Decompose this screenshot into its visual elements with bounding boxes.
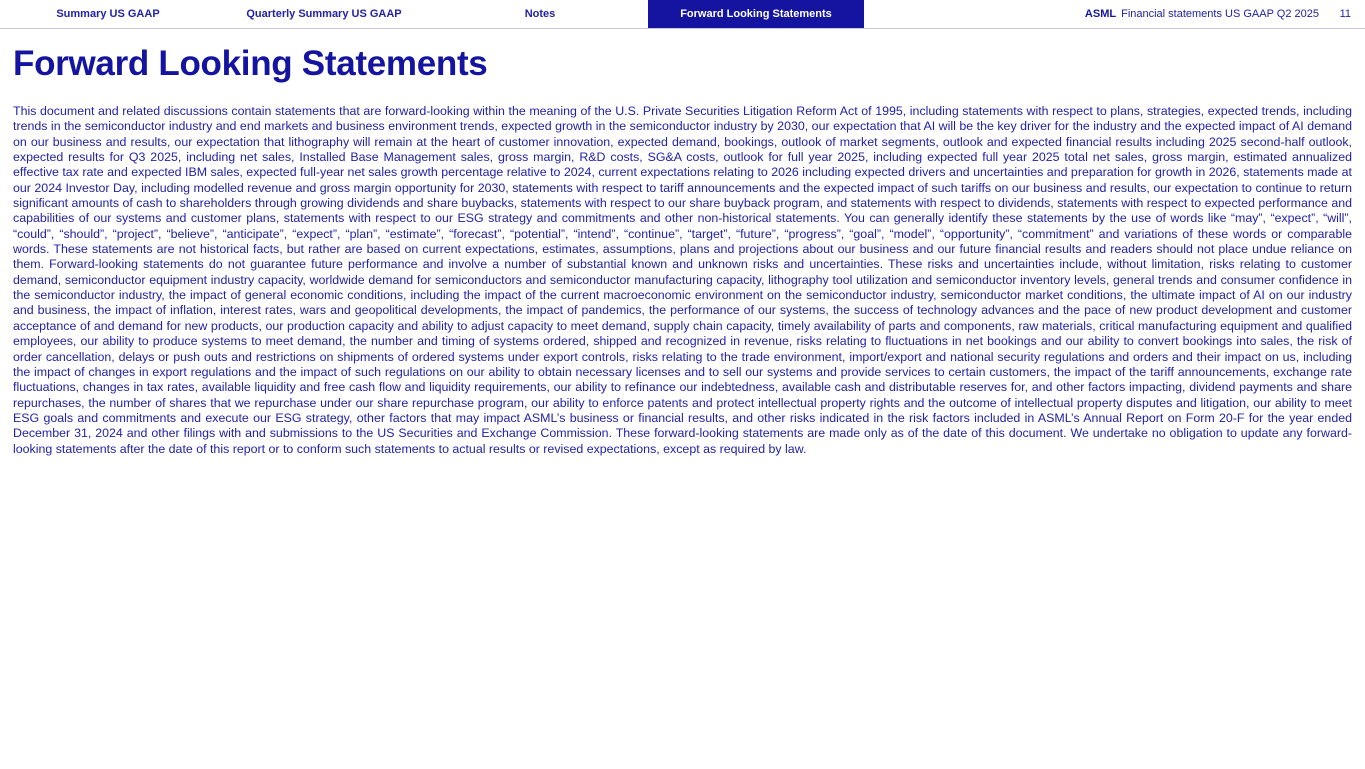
- header-document-info: [1085, 0, 1365, 28]
- tab-label: Forward Looking Statements: [680, 8, 832, 20]
- tab-quarterly-summary-us-gaap[interactable]: [216, 0, 432, 28]
- tab-notes[interactable]: [432, 0, 648, 28]
- page-title: Forward Looking Statements: [13, 44, 488, 83]
- top-navigation-bar: [0, 0, 1365, 29]
- tab-forward-looking-statements[interactable]: [648, 0, 864, 28]
- tab-summary-us-gaap[interactable]: [0, 0, 216, 28]
- page-number: 11: [1339, 8, 1351, 20]
- brand-logo-text: ASML: [1084, 8, 1117, 20]
- tab-label: Summary US GAAP: [56, 8, 160, 20]
- nav-tab-list: [0, 0, 864, 28]
- forward-looking-statements-body: This document and related discussions contain statements that are forward-looking within the meaning of the U.S. Private Securities Litigation Reform Act of 1995, including statements with respect to plans, strategies, expected trends, including trends in the semiconductor industry and end markets and business environment trends, expected growth in the semiconductor industry by 2030, our expectation that AI will be the key driver for the industry and the expected impact of AI demand on our business and results, our expectation that lithography will remain at the heart of customer innovation, expected demand, bookings, outlook of market segments, outlook and expected financial results including 2025 second-half outlook, expected results for Q3 2025, including net sales, Installed Base Management sales, gross margin, R&D costs, SG&A costs, outlook for full year 2025, including expected full year 2025 total net sales, gross margin, estimated annualized effective tax rate and expected IBM sales, expected full-year net sales growth percentage relative to 2024, current expectations relating to 2026 including expected drivers and uncertainties and preparation for growth in 2026, statements made at our 2024 Investor Day, including modelled revenue and gross margin opportunity for 2030, statements with respect to tariff announcements and the expected impact of such tariffs on our business and results, our expectation to continue to return significant amounts of cash to shareholders through growing dividends and share buybacks, statements with respect to our share buyback program, and statements with respect to dividends, statements with respect to expected performance and capabilities of our systems and customer plans, statements with respect to our ESG strategy and commitments and other non-historical statements. You can generally identify these statements by the use of words like “may”, “expect”, “will”, “could”, “should”, “project”, “believe”, “anticipate”, “expect”, “plan”, “estimate”, “forecast”, “potential”, “intend”, “continue”, “target”, “future”, “progress”, “goal”, “model”, “opportunity”, “commitment” and variations of these words or comparable words. These statements are not historical facts, but rather are based on current expectations, estimates, assumptions, plans and projections about our business and our future financial results and readers should not place undue reliance on them. Forward-looking statements do not guarantee future performance and involve a number of substantial known and unknown risks and uncertainties. These risks and uncertainties include, without limitation, risks relating to customer demand, semiconductor equipment industry capacity, worldwide demand for semiconductors and semiconductor manufacturing capacity, lithography tool utilization and semiconductor inventory levels, general trends and consumer confidence in the semiconductor industry, the impact of general economic conditions, including the impact of the current macroeconomic environment on the semiconductor industry, semiconductor market conditions, the ultimate impact of AI on our industry and business, the impact of inflation, interest rates, wars and geopolitical developments, the impact of pandemics, the performance of our systems, the success of technology advances and the pace of new product development and customer acceptance of and demand for new products, our production capacity and ability to adjust capacity to meet demand, supply chain capacity, timely availability of parts and components, raw materials, critical manufacturing equipment and qualified employees, our ability to produce systems to meet demand, the number and timing of systems ordered, shipped and recognized in revenue, risks relating to fluctuations in net bookings and our ability to convert bookings into sales, the risk of order cancellation, delays or push outs and restrictions on shipments of ordered systems under export controls, risks relating to the trade environment, import/export and national security regulations and orders and their impact on us, including the impact of changes in export regulations and the impact of such regulations on our ability to obtain necessary licenses and to sell our systems and provide services to certain customers, the impact of the tariff announcements, exchange rate fluctuations, changes in tax rates, available liquidity and free cash flow and liquidity requirements, our ability to refinance our indebtedness, available cash and distributable reserves for, and other factors impacting, dividend payments and share repurchases, the number of shares that we repurchase under our share repurchase program, our ability to enforce patents and protect intellectual property rights and the outcome of intellectual property disputes and litigation, our ability to meet ESG goals and commitments and execute our ESG strategy, other factors that may impact ASML’s business or financial results, and other risks indicated in the risk factors included in ASML’s Annual Report on Form 20-F for the year ended December 31, 2024 and other filings with and submissions to the US Securities and Exchange Commission. These forward-looking statements are made only as of the date of this document. We undertake no obligation to update any forward-looking statements after the date of this report or to conform such statements to actual results or revised expectations, except as required by law.: [13, 104, 1352, 456]
- tab-label: Quarterly Summary US GAAP: [246, 8, 402, 20]
- document-title-label: Financial statements US GAAP Q2 2025: [1121, 8, 1319, 20]
- tab-label: Notes: [524, 8, 556, 20]
